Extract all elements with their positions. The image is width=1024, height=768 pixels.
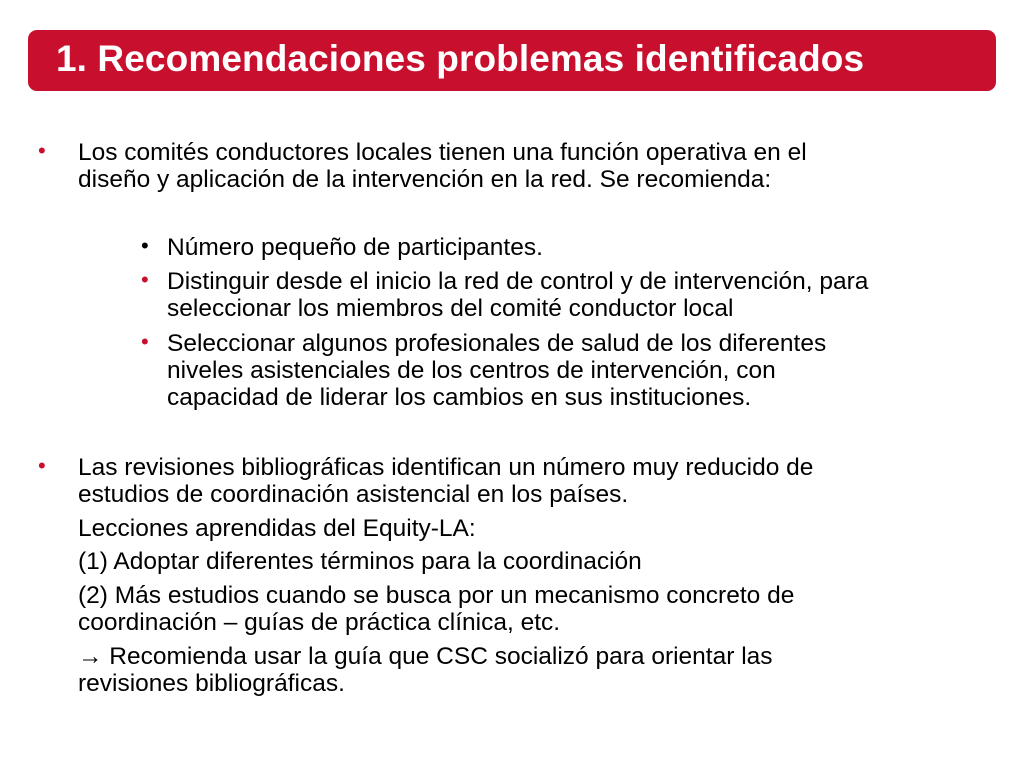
slide-title: 1. Recomendaciones problemas identificados: [56, 38, 865, 79]
sub-bullet-marker: •: [141, 233, 149, 258]
sub-item-2-line-1: Distinguir desde el inicio la red de control y de intervención, para: [167, 268, 869, 295]
paragraph-4-line-2: revisiones bibliográficas.: [78, 670, 345, 697]
paragraph-3-line-1: (2) Más estudios cuando se busca por un mecanismo concreto de: [78, 582, 795, 609]
paragraph-2-line-1: (1) Adoptar diferentes términos para la coordinación: [78, 548, 642, 575]
bullet-2-line-2: estudios de coordinación asistencial en los países.: [78, 481, 629, 508]
sub-bullet-marker: •: [141, 267, 149, 292]
sub-item-3-line-1: Seleccionar algunos profesionales de salud de los diferentes: [167, 330, 827, 357]
bullet-1-line-1: Los comités conductores locales tienen una función operativa en el: [78, 139, 807, 166]
paragraph-3-line-2: coordinación – guías de práctica clínica, etc.: [78, 609, 561, 636]
sub-item-2-line-2: seleccionar los miembros del comité conductor local: [167, 295, 734, 322]
sub-item-3-line-2: niveles asistenciales de los centros de intervención, con: [167, 357, 776, 384]
sub-item-1-line-1: Número pequeño de participantes.: [167, 234, 543, 261]
bullet-marker: •: [38, 138, 46, 163]
bullet-marker: •: [38, 453, 46, 478]
title-bar: [28, 30, 996, 91]
sub-bullet-marker: •: [141, 329, 149, 354]
paragraph-4-line-1: → Recomienda usar la guía que CSC socializó para orientar las: [78, 643, 773, 670]
paragraph-1-line-1: Lecciones aprendidas del Equity-LA:: [78, 515, 476, 542]
bullet-1-line-2: diseño y aplicación de la intervención en la red. Se recomienda:: [78, 166, 772, 193]
sub-item-3-line-3: capacidad de liderar los cambios en sus instituciones.: [167, 384, 752, 411]
bullet-2-line-1: Las revisiones bibliográficas identifican un número muy reducido de: [78, 454, 814, 481]
